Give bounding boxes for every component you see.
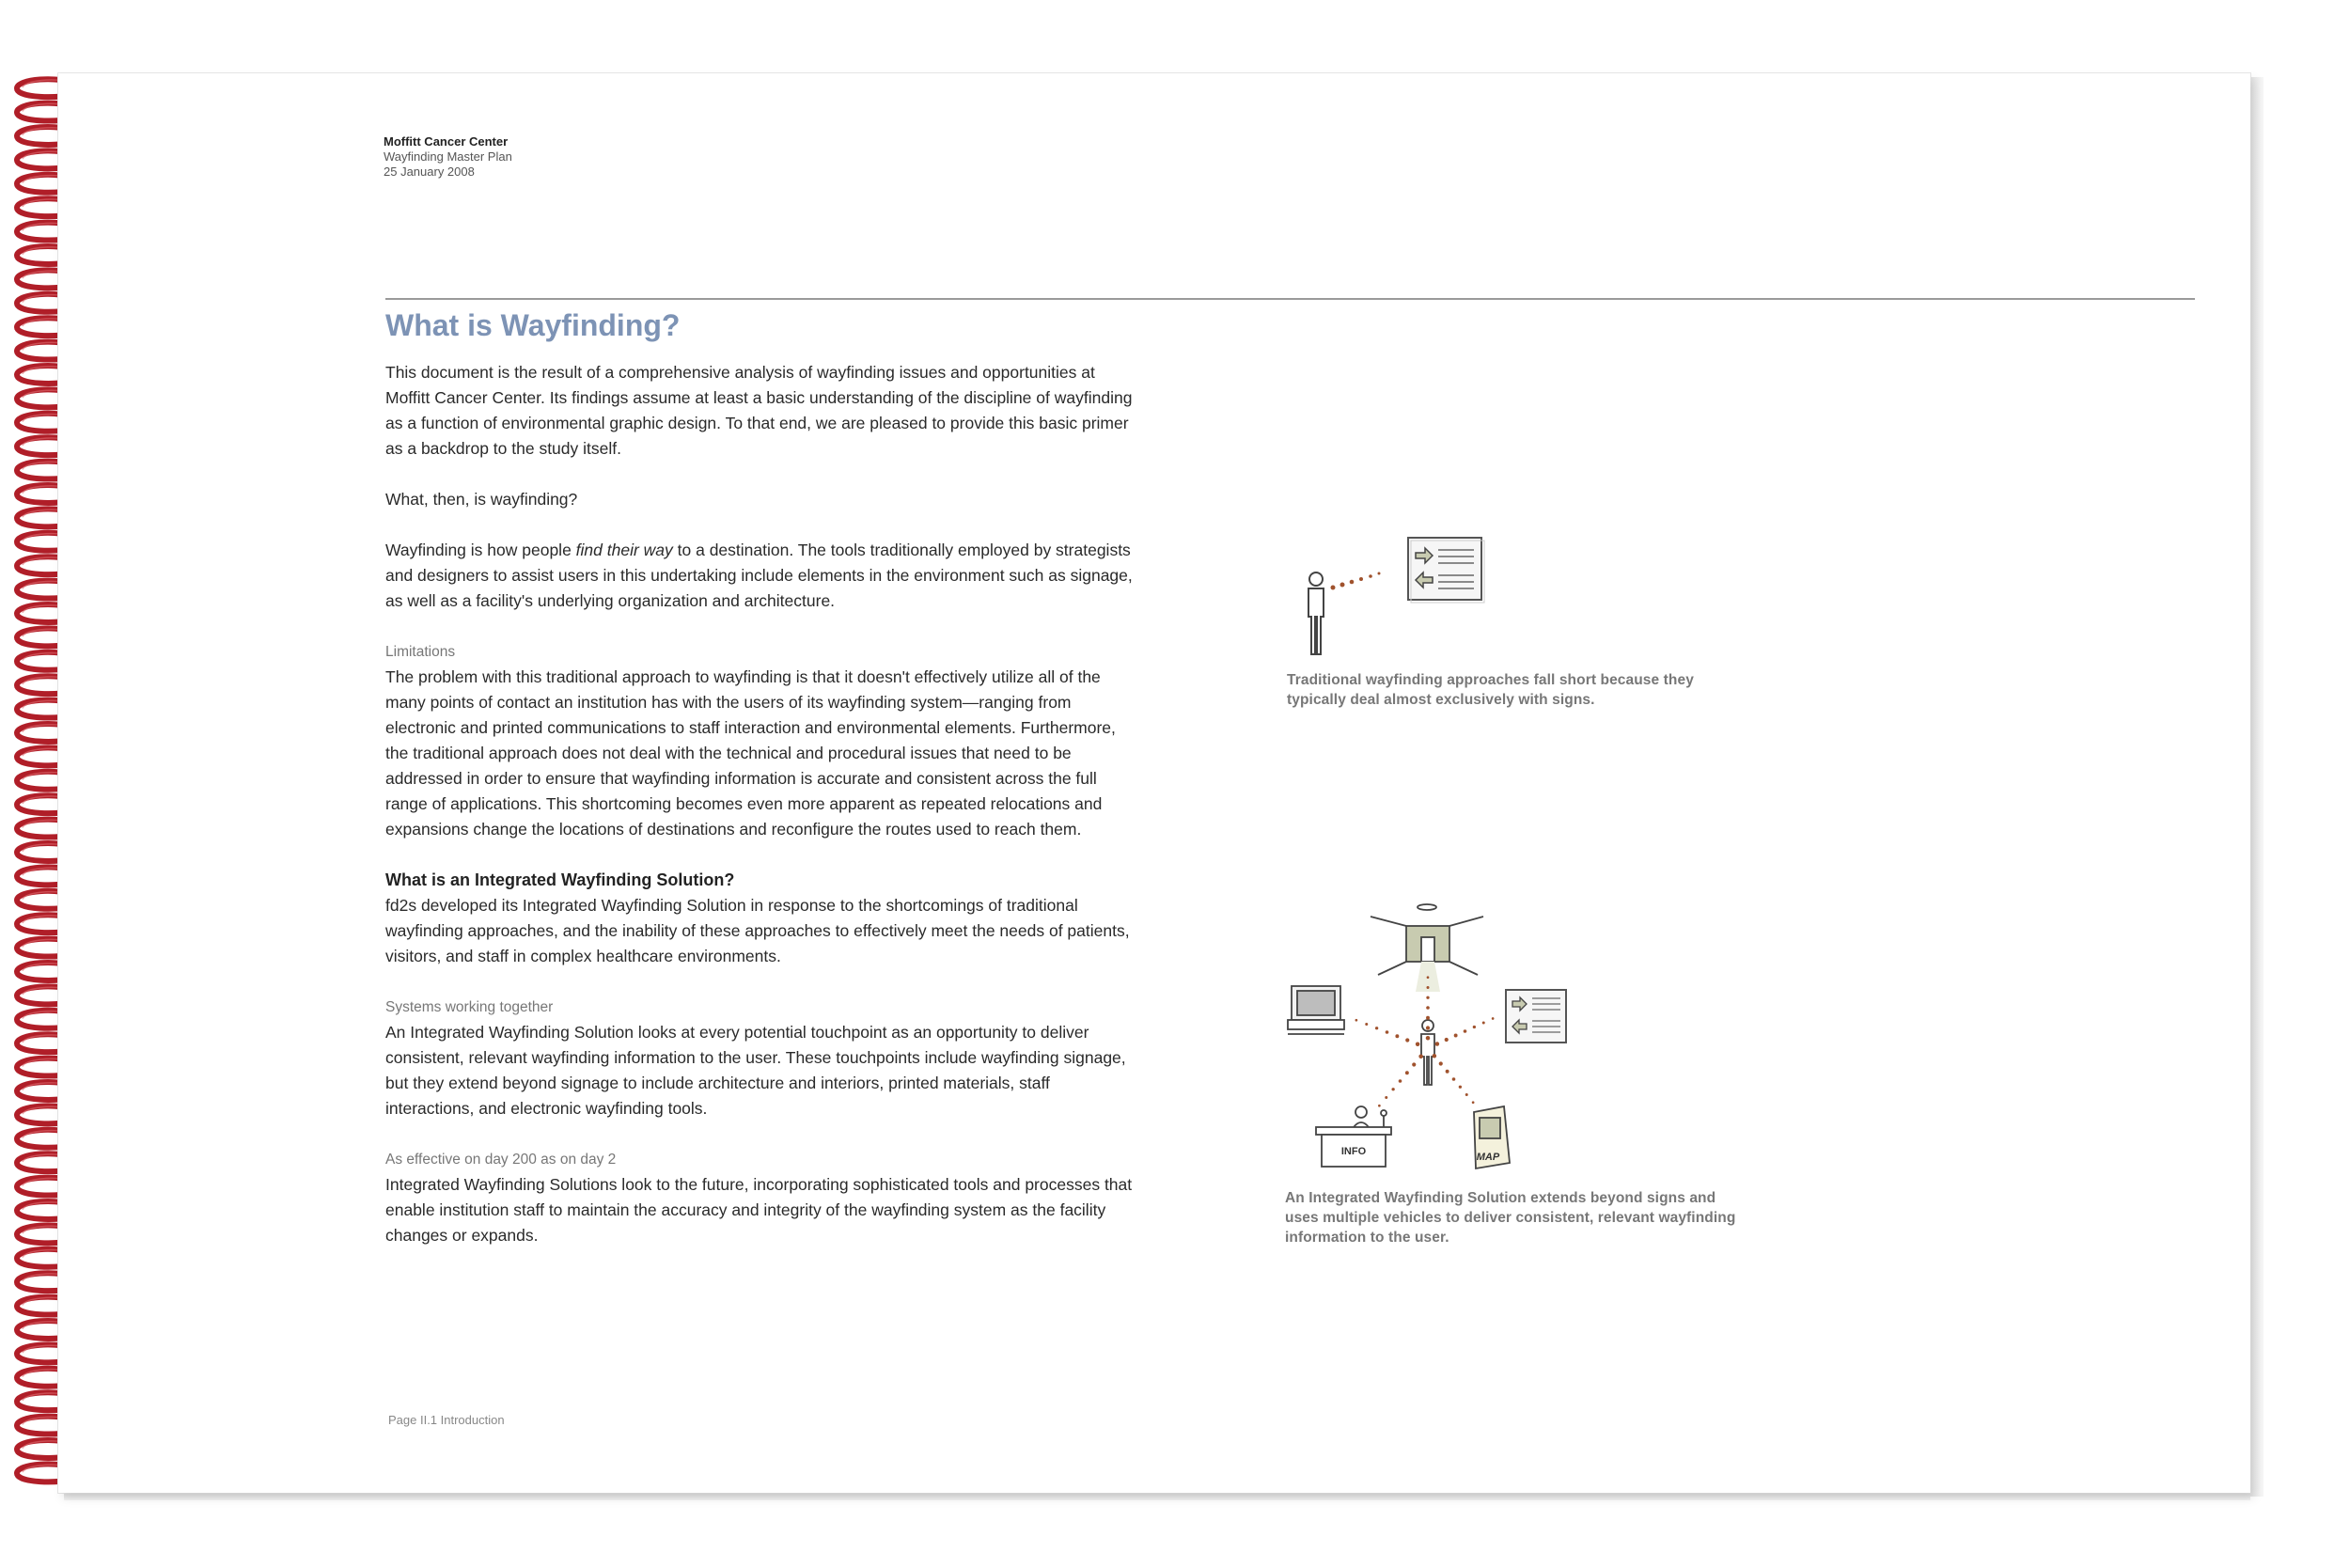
connection-dot xyxy=(1391,1088,1394,1090)
page-edge xyxy=(2250,77,2264,1497)
info-label: INFO xyxy=(1340,1146,1367,1157)
main-text-column xyxy=(385,360,1137,1274)
connection-dot xyxy=(1464,1029,1467,1033)
systems-heading: Systems working together xyxy=(385,999,554,1015)
connection-dot xyxy=(1395,1034,1399,1038)
connection-dot xyxy=(1355,1019,1358,1022)
header-doc-title: Wayfinding Master Plan xyxy=(384,149,512,164)
intro-question: What, then, is wayfinding? xyxy=(385,490,578,509)
integrated-wayfinding-diagram xyxy=(1280,898,1581,1180)
traditional-caption: Traditional wayfinding approaches fall short because they typically deal almost exclusively with signs. xyxy=(1287,672,1694,708)
intro-definition xyxy=(385,538,1137,614)
connection-dot xyxy=(1385,1096,1387,1099)
limitations-body: The problem with this traditional approach to wayfinding is that it doesn't effectively utilize all of the many points of contact an institution has with the users of its wayfinding system—ranging from electronic and printed communications to staff interaction and environmental elements. Furthermore, the traditional approach does not deal with the technical and procedural issues that need to be addressed in order to ensure that wayfinding information is accurate and consistent across the full range of applications. This shortcoming becomes even more apparent as repeated relocations and expansions change the locations of destinations and reconfigure the routes used to reach them. xyxy=(385,667,1116,839)
page-edge xyxy=(64,1493,2250,1500)
header-date: 25 January 2008 xyxy=(384,165,475,179)
connection-dot xyxy=(1399,1079,1402,1083)
connection-dot xyxy=(1473,1026,1476,1028)
info-desk-icon xyxy=(1316,1106,1391,1167)
intro-paragraph: This document is the result of a comprehensive analysis of wayfinding issues and opportunities at Moffitt Cancer Center. Its findings assume at least a basic understanding of the discipline of wayfinding as a function of environmental graphic design. To that end, we are pleased to provide this basic primer as a backdrop to the study itself. xyxy=(385,363,1133,458)
horizontal-rule xyxy=(385,298,2195,300)
traditional-wayfinding-diagram xyxy=(1288,534,1495,658)
integrated-body: fd2s developed its Integrated Wayfinding Solution in response to the shortcomings of traditional wayfinding approaches, and the inability of these approaches to effectively meet the needs of patients, visitors, and staff in complex healthcare environments. xyxy=(385,896,1130,965)
connection-dot xyxy=(1427,986,1430,989)
connection-dot xyxy=(1426,1006,1430,1010)
page-title: What is Wayfinding? xyxy=(385,308,681,342)
integrated-caption: An Integrated Wayfinding Solution extends beyond signs and uses multiple vehicles to deliver consistent, relevant wayfinding information to the user. xyxy=(1285,1190,1736,1246)
connection-dot xyxy=(1426,1016,1430,1020)
connection-dot xyxy=(1378,1105,1381,1107)
effective-body: Integrated Wayfinding Solutions look to the future, incorporating sophisticated tools and processes that enable institution staff to maintain the accuracy and integrity of the wayfinding system as the facility changes or expands. xyxy=(385,1175,1133,1245)
directional-sign-icon xyxy=(1506,990,1566,1043)
connection-dot xyxy=(1426,1036,1431,1041)
connection-dot xyxy=(1433,1054,1437,1058)
map-label: MAP xyxy=(1476,1152,1500,1163)
directional-sign-icon xyxy=(1408,538,1484,603)
connection-dot xyxy=(1435,1042,1440,1046)
connection-dot xyxy=(1454,1034,1458,1038)
connection-dot xyxy=(1418,1055,1423,1059)
connection-dot xyxy=(1386,1030,1389,1034)
connection-dot xyxy=(1405,1071,1409,1074)
integrated-heading: What is an Integrated Wayfinding Solution? xyxy=(385,870,735,889)
dotted-sightline-icon xyxy=(1331,572,1381,590)
connection-dot xyxy=(1365,1023,1368,1026)
connection-dot xyxy=(1452,1077,1456,1081)
definition-text: to a destination. The tools traditionally employed by strategists and designers to assist users in this undertaking include elements in the environment such as signage, as well as a facility's underlying organization and architecture. xyxy=(385,541,1133,610)
connection-dot xyxy=(1405,1038,1409,1042)
connection-dot xyxy=(1459,1086,1462,1089)
connection-dot xyxy=(1427,976,1430,979)
connection-dot xyxy=(1439,1061,1443,1065)
person-icon xyxy=(1308,572,1324,654)
connection-dot xyxy=(1446,1070,1449,1074)
connection-dot xyxy=(1426,1026,1430,1029)
page-footer: Page II.1 Introduction xyxy=(388,1413,505,1427)
document-header xyxy=(384,134,512,180)
effective-heading: As effective on day 200 as on day 2 xyxy=(385,1152,617,1168)
connection-dot xyxy=(1482,1022,1485,1025)
definition-emphasis: find their way xyxy=(575,541,673,559)
connection-dot xyxy=(1472,1101,1475,1104)
definition-text: Wayfinding is how people xyxy=(385,541,576,559)
connection-dot xyxy=(1416,1043,1420,1047)
connection-dot xyxy=(1412,1062,1416,1066)
connection-dot xyxy=(1465,1093,1468,1096)
connection-dot xyxy=(1445,1038,1449,1042)
connection-dot xyxy=(1492,1017,1495,1020)
limitations-heading: Limitations xyxy=(385,644,456,660)
monitor-icon xyxy=(1288,986,1344,1034)
connection-dot xyxy=(1426,996,1429,999)
systems-body: An Integrated Wayfinding Solution looks at every potential touchpoint as an opportunity to deliver consistent, relevant wayfinding information to the user. These touchpoints include wayfinding signage, but they extend beyond signage to include architecture and interiors, printed materials, staff interactions, and electronic wayfinding tools. xyxy=(385,1023,1126,1118)
connection-dot xyxy=(1375,1027,1378,1029)
header-org: Moffitt Cancer Center xyxy=(384,134,509,149)
